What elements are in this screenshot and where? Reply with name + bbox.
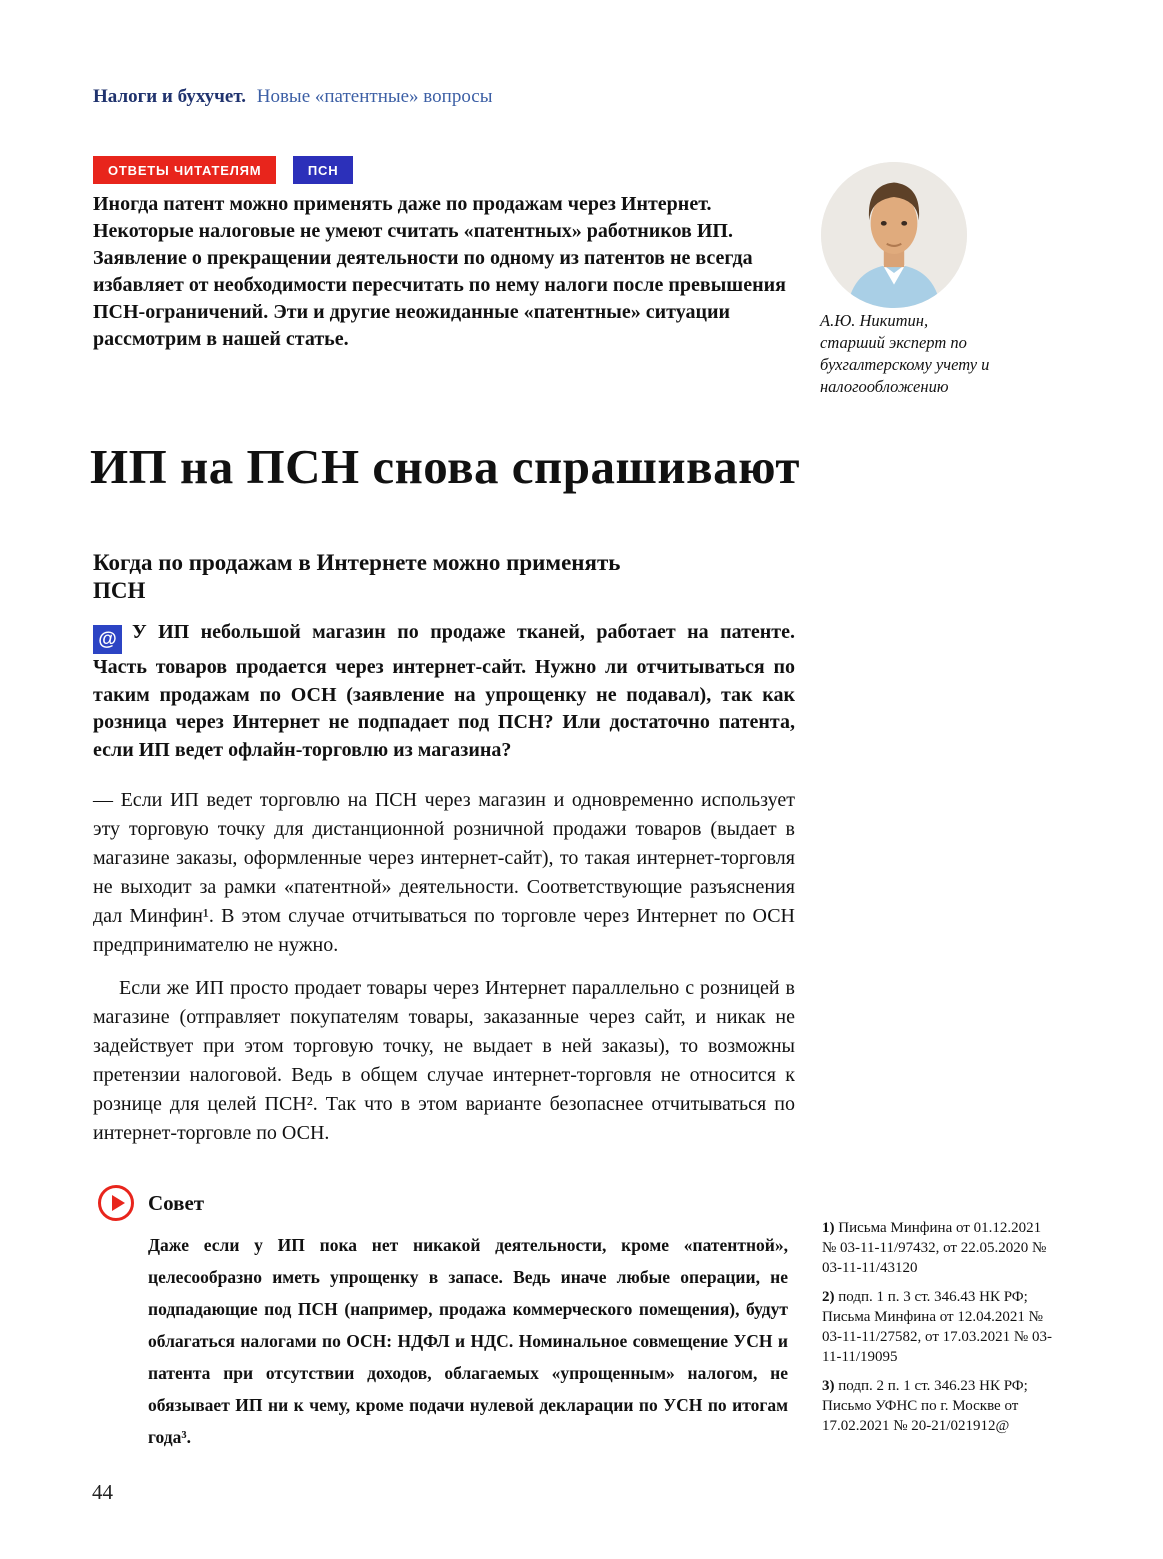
answer-paragraph-2: Если же ИП просто продает товары через Интернет параллельно с розницей в магазине (отправляет покупателям товары, заказанные через сайт, и никак не задействует при этом торговую точку, не выдает в ней заказы), то возможны претензии налоговой. Ведь в общем случае интернет-торговля не относится к рознице для целей ПСН². Так что в этом варианте безопаснее отчитываться по интернет-торговле по ОСН. [93, 977, 795, 1144]
author-photo [821, 162, 967, 308]
at-icon: @ [93, 625, 122, 654]
author-name: А.Ю. Никитин, [820, 311, 929, 330]
author-caption [820, 310, 1070, 398]
footnote-2-text: подп. 1 п. 3 ст. 346.43 НК РФ; Письма Минфина от 12.04.2021 № 03-11-11/27582, от 17.03.2021 № 03-11-11/19095 [822, 1289, 1052, 1365]
header-section: Налоги и бухучет. [93, 86, 246, 107]
advice-text: Даже если у ИП пока нет никакой деятельности, кроме «патентной», целесообразно иметь упрощенку в запасе. Ведь иначе любые операции, не подпадающие под ПСН (например, продажа коммерческого помещения), будут облагаться налогами по ОСН: НДФЛ и НДС. Номинальное совмещение УСН и патента при отсутствии доходов, облагаемых «упрощенным» налогом, не обязывает ИП ни к чему, кроме подачи нулевой декларации по УСН по итогам года³. [148, 1235, 788, 1447]
section-heading: Когда по продажам в Интернете можно применять ПСН [93, 550, 621, 603]
advice-label: Совет [148, 1191, 205, 1215]
advice-header [93, 1185, 793, 1225]
footnote-3-text: подп. 2 п. 1 ст. 346.23 НК РФ; Письмо УФНС по г. Москве от 17.02.2021 № 20-21/021912@ [822, 1378, 1028, 1434]
header-topic: Новые «патентные» вопросы [256, 86, 493, 107]
rubric-badges [93, 156, 353, 184]
footnote-3-number: 3) [822, 1378, 835, 1394]
footnote-1-number: 1) [822, 1220, 835, 1236]
badge-answers-to-readers: ОТВЕТЫ ЧИТАТЕЛЯМ [93, 156, 276, 184]
author-title: старший эксперт по бухгалтерскому учету и налогообложению [820, 333, 990, 396]
page-number: 44 [92, 1480, 113, 1504]
play-triangle-icon [112, 1195, 125, 1211]
reader-question [93, 619, 795, 764]
badge-psn: ПСН [293, 156, 354, 184]
question-text: У ИП небольшой магазин по продаже тканей, работает на патенте. Часть товаров продается через интернет-сайт. Нужно ли отчитываться по таким продажам по ОСН (заявление на упрощенку не подавал), так как розница через Интернет не подпадает под ПСН? Или достаточно патента, если ИП ведет офлайн-торговлю из магазина? [93, 621, 795, 761]
author-portrait-illustration [821, 162, 967, 308]
footnote-3 [822, 1376, 1057, 1436]
footnotes-column [822, 1218, 1057, 1445]
answer-paragraph-1: — Если ИП ведет торговлю на ПСН через магазин и одновременно использует эту торговую точку для дистанционной розничной продажи товаров (выдает в магазине заказы, оформленные через интернет-сайт), то такая интернет-торговля не выходит за рамки «патентной» деятельности. Соответствующие разъяснения дал Минфин¹. В этом случае отчитываться по торговле через Интернет по ОСН предпринимателю не нужно. [93, 789, 795, 956]
advice-play-icon [98, 1185, 134, 1221]
footnote-2-number: 2) [822, 1289, 835, 1305]
breadcrumb [93, 86, 493, 108]
footnote-1-text: Письма Минфина от 01.12.2021 № 03-11-11/97432, от 22.05.2020 № 03-11-11/43120 [822, 1220, 1047, 1276]
advice-block [93, 1185, 793, 1453]
article-title: ИП на ПСН снова спрашивают [90, 439, 800, 494]
footnote-1 [822, 1218, 1057, 1278]
article-lead: Иногда патент можно применять даже по продажам через Интернет. Некоторые налоговые не умеют считать «патентных» работников ИП. Заявление о прекращении деятельности по одному из патентов не всегда избавляет от необходимости пересчитать по нему налоги после превышения ПСН-ограничений. Эти и другие неожиданные «патентные» ситуации рассмотрим в нашей статье. [93, 193, 786, 350]
footnote-2 [822, 1287, 1057, 1367]
